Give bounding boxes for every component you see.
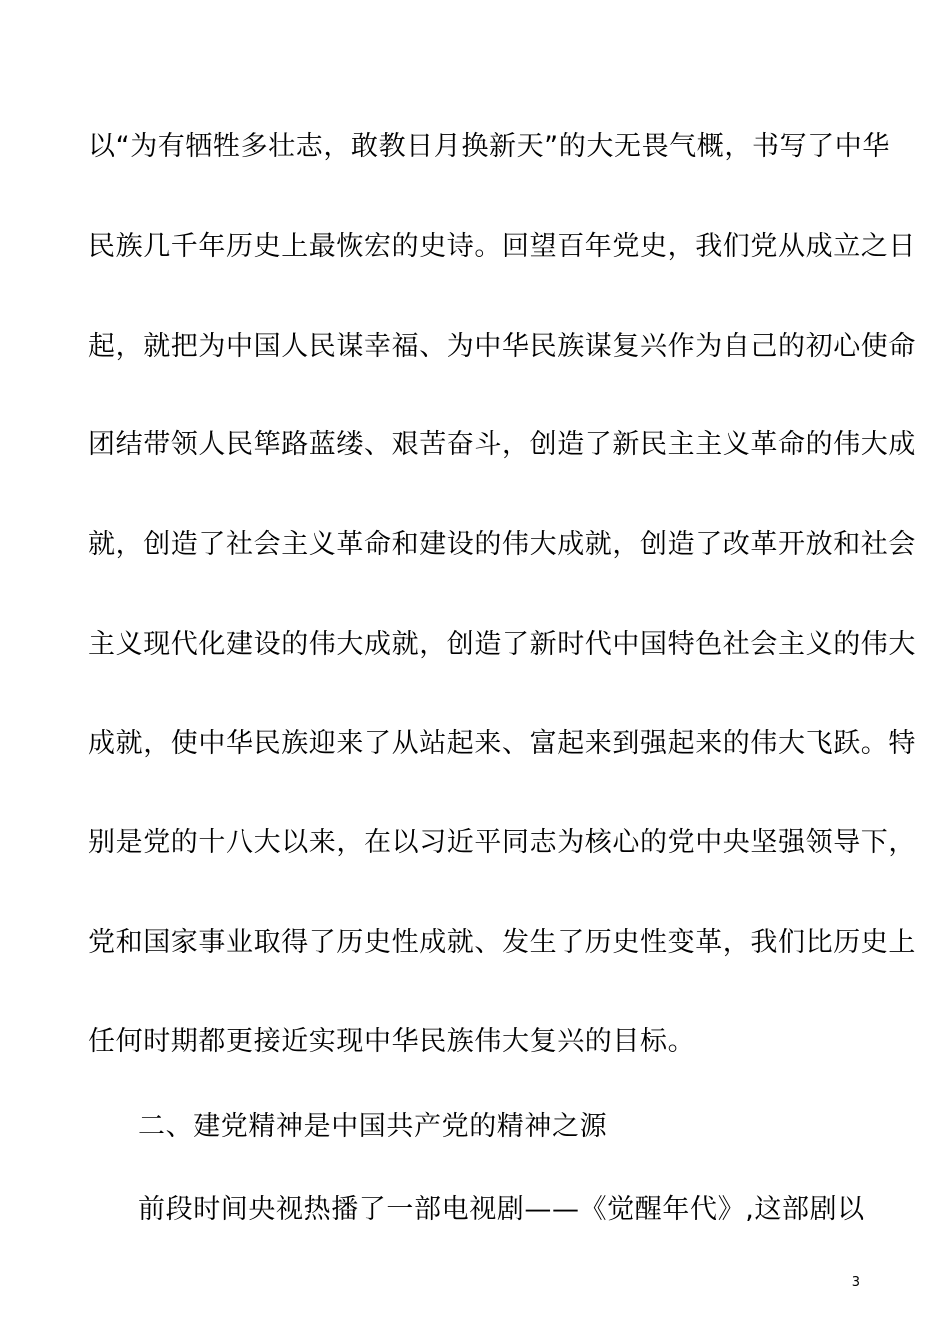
- body-line-2: 民族几千年历史上最恢宏的史诗。回望百年党史，我们党从成立之日: [88, 231, 916, 262]
- body-line-7: 成就，使中华民族迎来了从站起来、富起来到强起来的伟大飞跃。特: [88, 728, 916, 759]
- section-heading: 二、建党精神是中国共产党的精神之源: [138, 1111, 608, 1142]
- body-line-9: 党和国家事业取得了历史性成就、发生了历史性变革，我们比历史上: [88, 927, 916, 958]
- body-line-10: 任何时期都更接近实现中华民族伟大复兴的目标。: [88, 1026, 696, 1057]
- body-line-3: 起，就把为中国人民谋幸福、为中华民族谋复兴作为自己的初心使命: [88, 331, 916, 362]
- body-line-1: 以“为有牺牲多壮志，敢教日月换新天”的大无畏气概，书写了中华: [88, 131, 890, 162]
- body-line-5: 就，创造了社会主义革命和建设的伟大成就，创造了改革开放和社会: [88, 529, 916, 560]
- page-number: 3: [851, 1275, 860, 1290]
- paragraph-start: 前段时间央视热播了一部电视剧——《觉醒年代》,这部剧以: [138, 1194, 865, 1225]
- body-line-4: 团结带领人民筚路蓝缕、艰苦奋斗，创造了新民主主义革命的伟大成: [88, 429, 916, 460]
- body-line-6: 主义现代化建设的伟大成就，创造了新时代中国特色社会主义的伟大: [88, 629, 916, 660]
- body-line-8: 别是党的十八大以来，在以习近平同志为核心的党中央坚强领导下，: [88, 827, 916, 858]
